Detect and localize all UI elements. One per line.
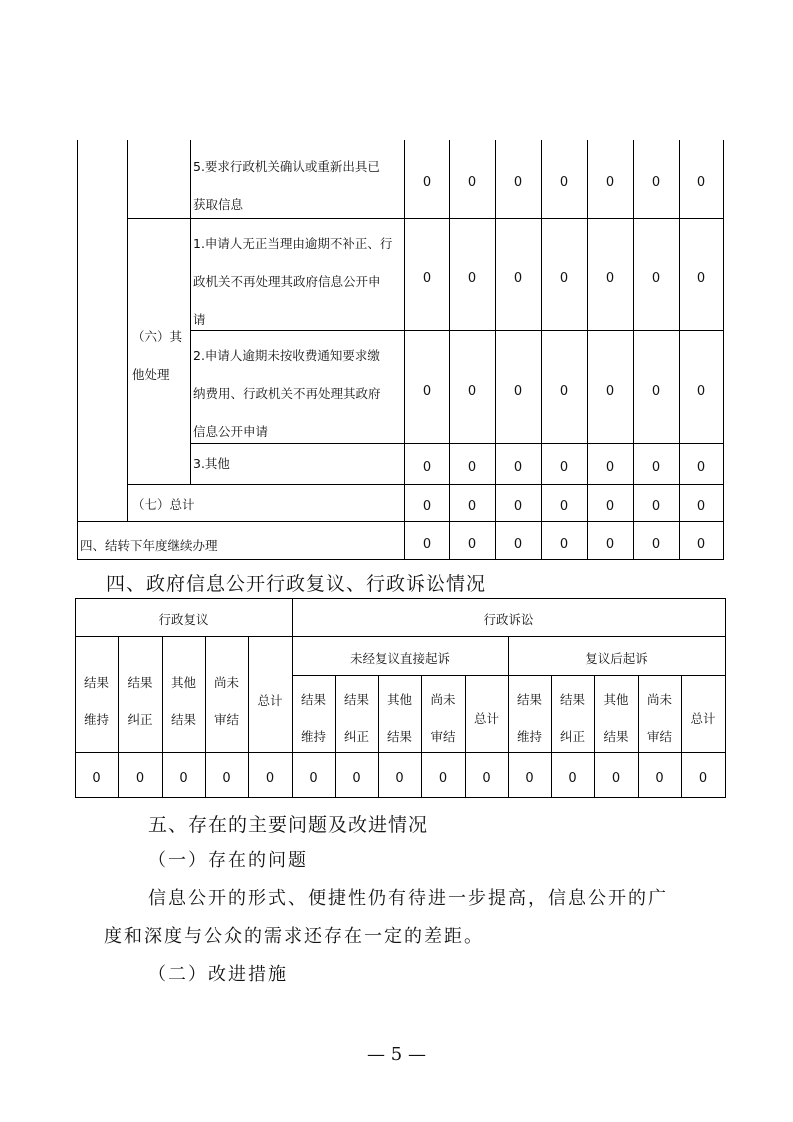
value-cell: 0 bbox=[352, 771, 361, 786]
value-cell: 0 bbox=[559, 460, 569, 475]
row-label: 2.申请人逾期未按收费通知要求缴 纳费用、行政机关不再处理其政府 信息公开申请 bbox=[193, 348, 381, 439]
value-cell: 0 bbox=[92, 771, 101, 786]
value-cell: 0 bbox=[422, 537, 432, 552]
value-cell: 0 bbox=[395, 771, 404, 786]
value-cell: 0 bbox=[605, 537, 615, 552]
value-cell: 0 bbox=[696, 499, 706, 514]
subcolumn-total-header: 总计 bbox=[473, 711, 499, 726]
admin-review-header: 行政复议 bbox=[158, 612, 209, 627]
value-cell: 0 bbox=[135, 771, 145, 786]
value-cell: 0 bbox=[467, 271, 477, 286]
value-cell: 0 bbox=[696, 384, 706, 399]
subcolumn-header: 结果 纠正 bbox=[127, 675, 153, 727]
value-cell: 0 bbox=[651, 384, 661, 399]
subcolumn-total-header: 总计 bbox=[257, 693, 283, 708]
value-cell: 0 bbox=[513, 499, 523, 514]
value-cell: 0 bbox=[525, 771, 534, 786]
value-cell: 0 bbox=[422, 384, 432, 399]
value-cell: 0 bbox=[568, 771, 577, 786]
value-cell: 0 bbox=[559, 537, 569, 552]
value-cell: 0 bbox=[696, 460, 706, 475]
value-cell: 0 bbox=[422, 175, 432, 190]
value-cell: 0 bbox=[605, 460, 615, 475]
value-cell: 0 bbox=[651, 271, 661, 286]
problems-paragraph-line1: 信息公开的形式、便捷性仍有待进一步提高，信息公开的广 bbox=[148, 888, 668, 909]
subcolumn-total-header: 总计 bbox=[690, 711, 716, 726]
value-cell: 0 bbox=[651, 499, 661, 514]
value-cell: 0 bbox=[605, 271, 615, 286]
value-cell: 0 bbox=[422, 460, 432, 475]
after-review-suit-header: 复议后起诉 bbox=[585, 651, 648, 666]
subcolumn-header: 尚未 审结 bbox=[213, 675, 239, 727]
problems-paragraph-line2: 度和深度与公众的需求还存在一定的差距。 bbox=[104, 926, 484, 947]
value-cell: 0 bbox=[422, 271, 432, 286]
value-cell: 0 bbox=[467, 175, 477, 190]
page-number: — 5 — bbox=[367, 1044, 426, 1065]
subheading-measures: （二）改进措施 bbox=[148, 964, 288, 985]
row-label: 3.其他 bbox=[193, 456, 230, 471]
value-cell: 0 bbox=[482, 771, 491, 786]
value-cell: 0 bbox=[611, 771, 621, 786]
value-cell: 0 bbox=[651, 460, 661, 475]
value-cell: 0 bbox=[696, 537, 706, 552]
value-cell: 0 bbox=[559, 175, 569, 190]
value-cell: 0 bbox=[696, 175, 706, 190]
value-cell: 0 bbox=[467, 499, 477, 514]
value-cell: 0 bbox=[559, 271, 569, 286]
subcolumn-header: 结果 纠正 bbox=[343, 692, 369, 744]
total-label: （七）总计 bbox=[132, 497, 195, 512]
value-cell: 0 bbox=[438, 771, 448, 786]
group-label-other-handling: （六）其 他处理 bbox=[132, 329, 183, 382]
litigation-header: 行政诉讼 bbox=[483, 612, 534, 627]
value-cell: 0 bbox=[696, 271, 706, 286]
subcolumn-header: 尚未 审结 bbox=[646, 692, 672, 744]
subcolumn-header: 结果 维持 bbox=[300, 692, 326, 744]
value-cell: 0 bbox=[559, 499, 569, 514]
value-cell: 0 bbox=[467, 537, 477, 552]
value-cell: 0 bbox=[513, 460, 523, 475]
value-cell: 0 bbox=[605, 499, 615, 514]
section5-heading: 五、存在的主要问题及改进情况 bbox=[148, 814, 429, 836]
subcolumn-header: 结果 维持 bbox=[516, 692, 542, 744]
value-cell: 0 bbox=[513, 384, 523, 399]
value-cell: 0 bbox=[422, 499, 432, 514]
disclosure-stats-table bbox=[0, 0, 793, 560]
value-cell: 0 bbox=[651, 175, 661, 190]
subcolumn-header: 其他 结果 bbox=[170, 675, 196, 727]
value-cell: 0 bbox=[605, 384, 615, 399]
value-cell: 0 bbox=[513, 537, 523, 552]
value-cell: 0 bbox=[605, 175, 615, 190]
value-cell: 0 bbox=[467, 384, 477, 399]
value-cell: 0 bbox=[265, 771, 275, 786]
value-cell: 0 bbox=[513, 175, 523, 190]
subcolumn-header: 结果 纠正 bbox=[559, 692, 585, 744]
row-label: 1.申请人无正当理由逾期不补正、行 政机关不再处理其政府信息公开申 请 bbox=[193, 236, 393, 327]
value-cell: 0 bbox=[179, 771, 188, 786]
value-cell: 0 bbox=[559, 384, 569, 399]
value-cell: 0 bbox=[222, 771, 231, 786]
row-label: 5.要求行政机关确认或重新出具已 获取信息 bbox=[193, 159, 380, 212]
carryover-label: 四、结转下年度继续办理 bbox=[80, 538, 218, 553]
subcolumn-header: 尚未 审结 bbox=[430, 692, 456, 744]
section4-heading: 四、政府信息公开行政复议、行政诉讼情况 bbox=[106, 573, 487, 595]
subheading-problems: （一）存在的问题 bbox=[148, 850, 308, 871]
value-cell: 0 bbox=[309, 771, 318, 786]
value-cell: 0 bbox=[698, 771, 708, 786]
value-cell: 0 bbox=[513, 271, 523, 286]
subcolumn-header: 其他 结果 bbox=[603, 692, 629, 744]
value-cell: 0 bbox=[655, 771, 664, 786]
subcolumn-header: 结果 维持 bbox=[83, 675, 109, 727]
value-cell: 0 bbox=[467, 460, 477, 475]
value-cell: 0 bbox=[651, 537, 661, 552]
subcolumn-header: 其他 结果 bbox=[386, 692, 412, 744]
direct-suit-header: 未经复议直接起诉 bbox=[349, 651, 450, 666]
